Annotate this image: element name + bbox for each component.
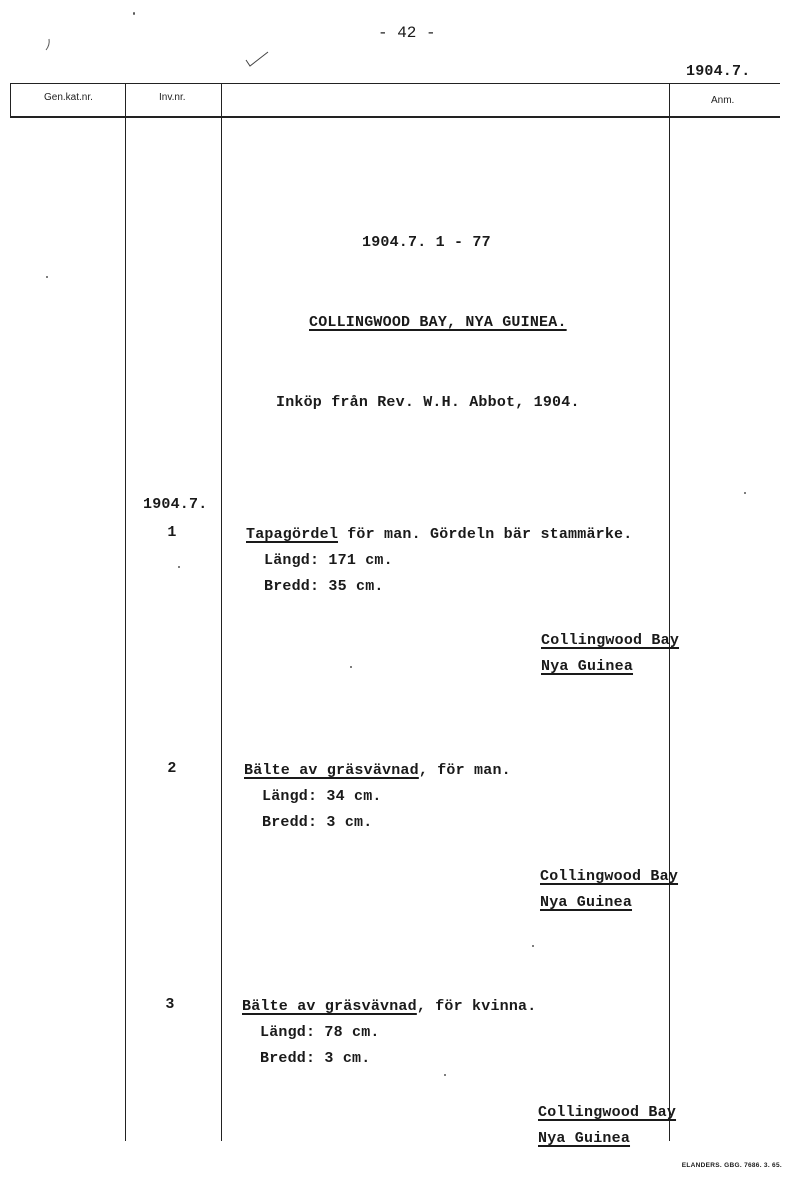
scan-speck xyxy=(178,566,180,568)
page-number: - 42 - xyxy=(378,24,436,42)
entry-1-inv-no: 1 xyxy=(167,524,177,541)
entry-3-title xyxy=(242,998,536,1015)
inventory-prefix: 1904.7. xyxy=(143,496,208,513)
scan-speck xyxy=(350,666,352,668)
entry-3-title-underlined: Bälte av gräsvävnad xyxy=(242,998,417,1015)
column-divider-inv-desc xyxy=(221,83,222,1141)
column-divider-gen-inv xyxy=(125,83,126,1141)
column-heading-anm: Anm. xyxy=(711,95,735,106)
entry-1-title-rest: för man. Gördeln bär stammärke. xyxy=(338,526,633,543)
scan-stroke-mark xyxy=(44,38,52,52)
entry-3-locality-1: Collingwood Bay xyxy=(538,1104,677,1121)
printer-imprint: ELANDERS. GBG. 7686. 3. 65. xyxy=(681,1162,782,1169)
scan-speck xyxy=(46,276,48,278)
scan-speck xyxy=(444,1074,446,1076)
header-reference: 1904.7. xyxy=(686,63,751,80)
entry-2-title-underlined: Bälte av gräsvävnad xyxy=(244,762,419,779)
entry-1-title-underlined: Tapagördel xyxy=(246,526,339,543)
column-heading-gen-kat-nr: Gen.kat.nr. xyxy=(44,92,93,103)
column-divider-left xyxy=(10,83,11,118)
entry-1-width: Bredd: 35 cm. xyxy=(264,578,384,595)
entry-1-length: Längd: 171 cm. xyxy=(264,552,393,569)
entry-3-width: Bredd: 3 cm. xyxy=(260,1050,371,1067)
entry-2-locality-1: Collingwood Bay xyxy=(540,868,679,885)
scan-speck xyxy=(133,12,135,15)
scan-tick-mark xyxy=(244,50,270,70)
collection-source: Inköp från Rev. W.H. Abbot, 1904. xyxy=(276,394,580,411)
column-heading-inv-nr: Inv.nr. xyxy=(159,92,186,103)
column-divider-desc-anm xyxy=(669,83,670,1141)
entry-3-length: Längd: 78 cm. xyxy=(260,1024,380,1041)
collection-range: 1904.7. 1 - 77 xyxy=(362,234,491,251)
entry-1-locality-2: Nya Guinea xyxy=(541,658,634,675)
entry-2-width: Bredd: 3 cm. xyxy=(262,814,373,831)
entry-2-title xyxy=(244,762,511,779)
entry-2-title-rest: , för man. xyxy=(418,762,511,779)
entry-2-locality-2: Nya Guinea xyxy=(540,894,633,911)
collection-place: COLLINGWOOD BAY, NYA GUINEA. xyxy=(309,314,567,331)
entry-1-locality-1: Collingwood Bay xyxy=(541,632,680,649)
entry-3-title-rest: , för kvinna. xyxy=(416,998,537,1015)
scan-speck xyxy=(532,945,534,947)
entry-3-locality-2: Nya Guinea xyxy=(538,1130,631,1147)
entry-2-inv-no: 2 xyxy=(167,760,177,777)
entry-2-length: Längd: 34 cm. xyxy=(262,788,382,805)
entry-1-title xyxy=(246,526,632,543)
scan-speck xyxy=(744,492,746,494)
entry-3-inv-no: 3 xyxy=(165,996,175,1013)
